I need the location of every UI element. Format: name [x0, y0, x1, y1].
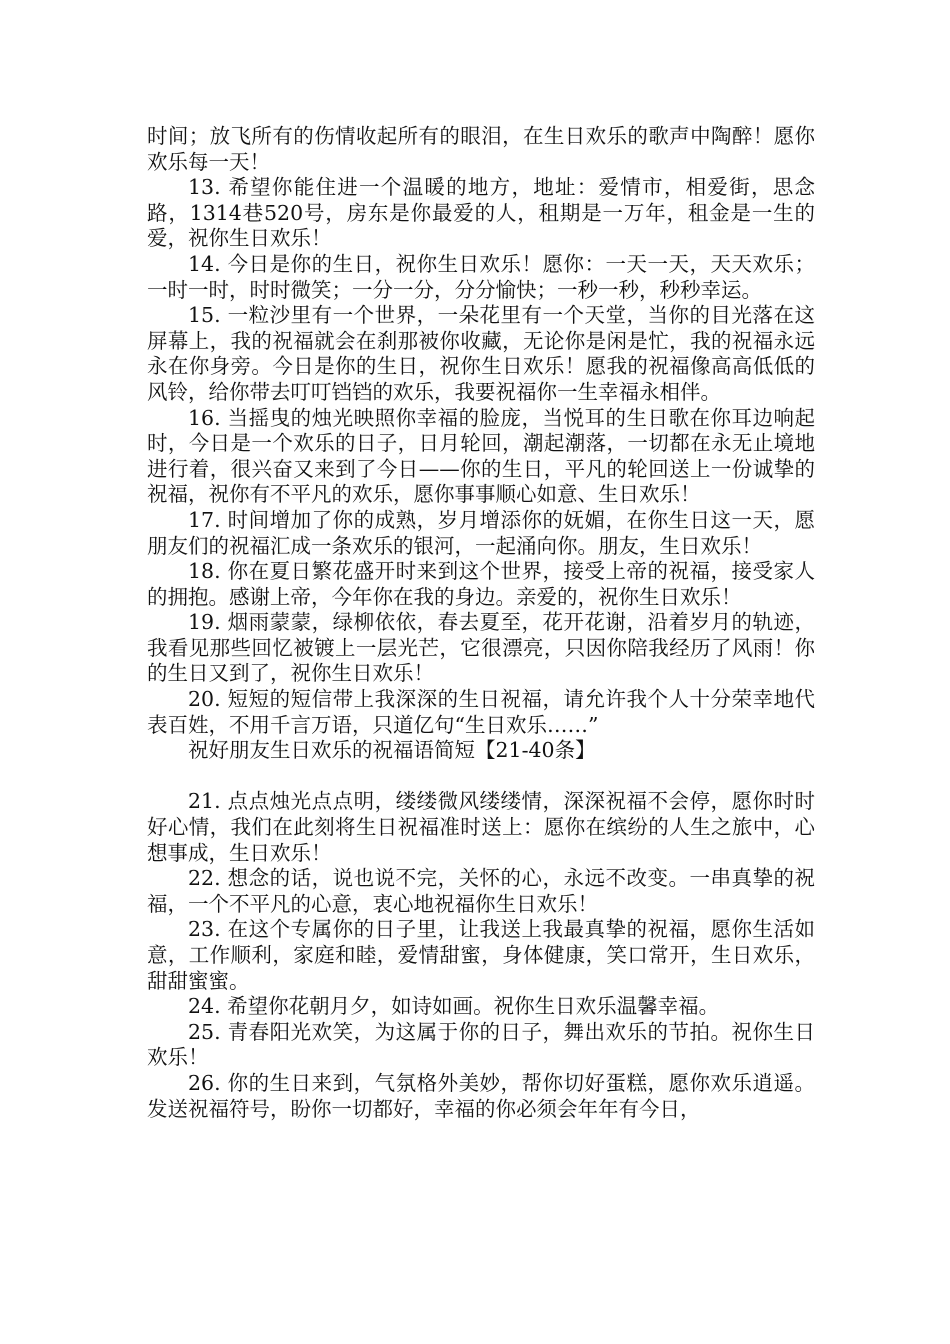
paragraph-25: 25. 青春阳光欢笑，为这属于你的日子，舞出欢乐的节拍。祝你生日欢乐！: [147, 1019, 815, 1070]
blank-line: [147, 764, 815, 790]
paragraph-13: 13. 希望你能住进一个温暖的地方，地址：爱情市，相爱街，思念路，1314巷520号，房东是你最爱的人，租期是一万年，租金是一生的爱，祝你生日欢乐！: [147, 175, 815, 251]
section-heading: 祝好朋友生日欢乐的祝福语简短【21-40条】: [188, 738, 596, 763]
paragraph-26: 26. 你的生日来到，气氛格外美妙，帮你切好蛋糕，愿你欢乐逍遥。发送祝福符号，盼你一切都好，幸福的你必须会年年有今日，: [147, 1070, 815, 1121]
document-body: [147, 124, 815, 1122]
paragraph-15: 15. 一粒沙里有一个世界，一朵花里有一个天堂，当你的目光落在这屏幕上，我的祝福就会在刹那被你收藏，无论你是闲是忙，我的祝福永远永在你身旁。今日是你的生日，祝你生日欢乐！愿我的祝福像高高低低的风铃，给你带去叮叮铛铛的欢乐，我要祝福你一生幸福永相伴。: [147, 303, 815, 404]
paragraph-12-continuation: 时间；放飞所有的伤情收起所有的眼泪，在生日欢乐的歌声中陶醉！愿你欢乐每一天！: [147, 124, 815, 174]
paragraph-22: 22. 想念的话，说也说不完，关怀的心，永远不改变。一串真挚的祝福，一个不平凡的心意，衷心地祝福你生日欢乐！: [147, 866, 815, 916]
paragraph-21: 21. 点点烛光点点明，缕缕微风缕缕情，深深祝福不会停，愿你时时好心情，我们在此刻将生日祝福准时送上：愿你在缤纷的人生之旅中，心想事成，生日欢乐！: [147, 789, 815, 865]
paragraph-19: 19. 烟雨蒙蒙，绿柳依依，春去夏至，花开花谢，沿着岁月的轨迹，我看见那些回忆被镀上一层光芒，它很漂亮，只因你陪我经历了风雨！你的生日又到了，祝你生日欢乐！: [147, 610, 815, 686]
paragraph-23: 23. 在这个专属你的日子里，让我送上我最真挚的祝福，愿你生活如意，工作顺利，家庭和睦，爱情甜蜜，身体健康，笑口常开，生日欢乐，甜甜蜜蜜。: [147, 917, 815, 993]
paragraph-16: 16. 当摇曳的烛光映照你幸福的脸庞，当悦耳的生日歌在你耳边响起时，今日是一个欢乐的日子，日月轮回，潮起潮落，一切都在永无止境地进行着，很兴奋又来到了今日——你的生日，平凡的轮回送上一份诚挚的祝福，祝你有不平凡的欢乐，愿你事事顺心如意、生日欢乐！: [147, 405, 815, 507]
paragraph-17: 17. 时间增加了你的成熟，岁月增添你的妩媚，在你生日这一天，愿朋友们的祝福汇成一条欢乐的银河，一起涌向你。朋友，生日欢乐！: [147, 507, 815, 558]
paragraph-20: 20. 短短的短信带上我深深的生日祝福，请允许我个人十分荣幸地代表百姓，不用千言万语，只道亿句“生日欢乐……”: [147, 687, 815, 737]
paragraph-24: 24. 希望你花朝月夕，如诗如画。祝你生日欢乐温馨幸福。: [188, 994, 720, 1019]
paragraph-14: 14. 今日是你的生日，祝你生日欢乐！愿你：一天一天，天天欢乐；一时一时，时时微笑；一分一分，分分愉快；一秒一秒，秒秒幸运。: [147, 251, 815, 302]
paragraph-18: 18. 你在夏日繁花盛开时来到这个世界，接受上帝的祝福，接受家人的拥抱。感谢上帝，今年你在我的身边。亲爱的，祝你生日欢乐！: [147, 559, 815, 609]
